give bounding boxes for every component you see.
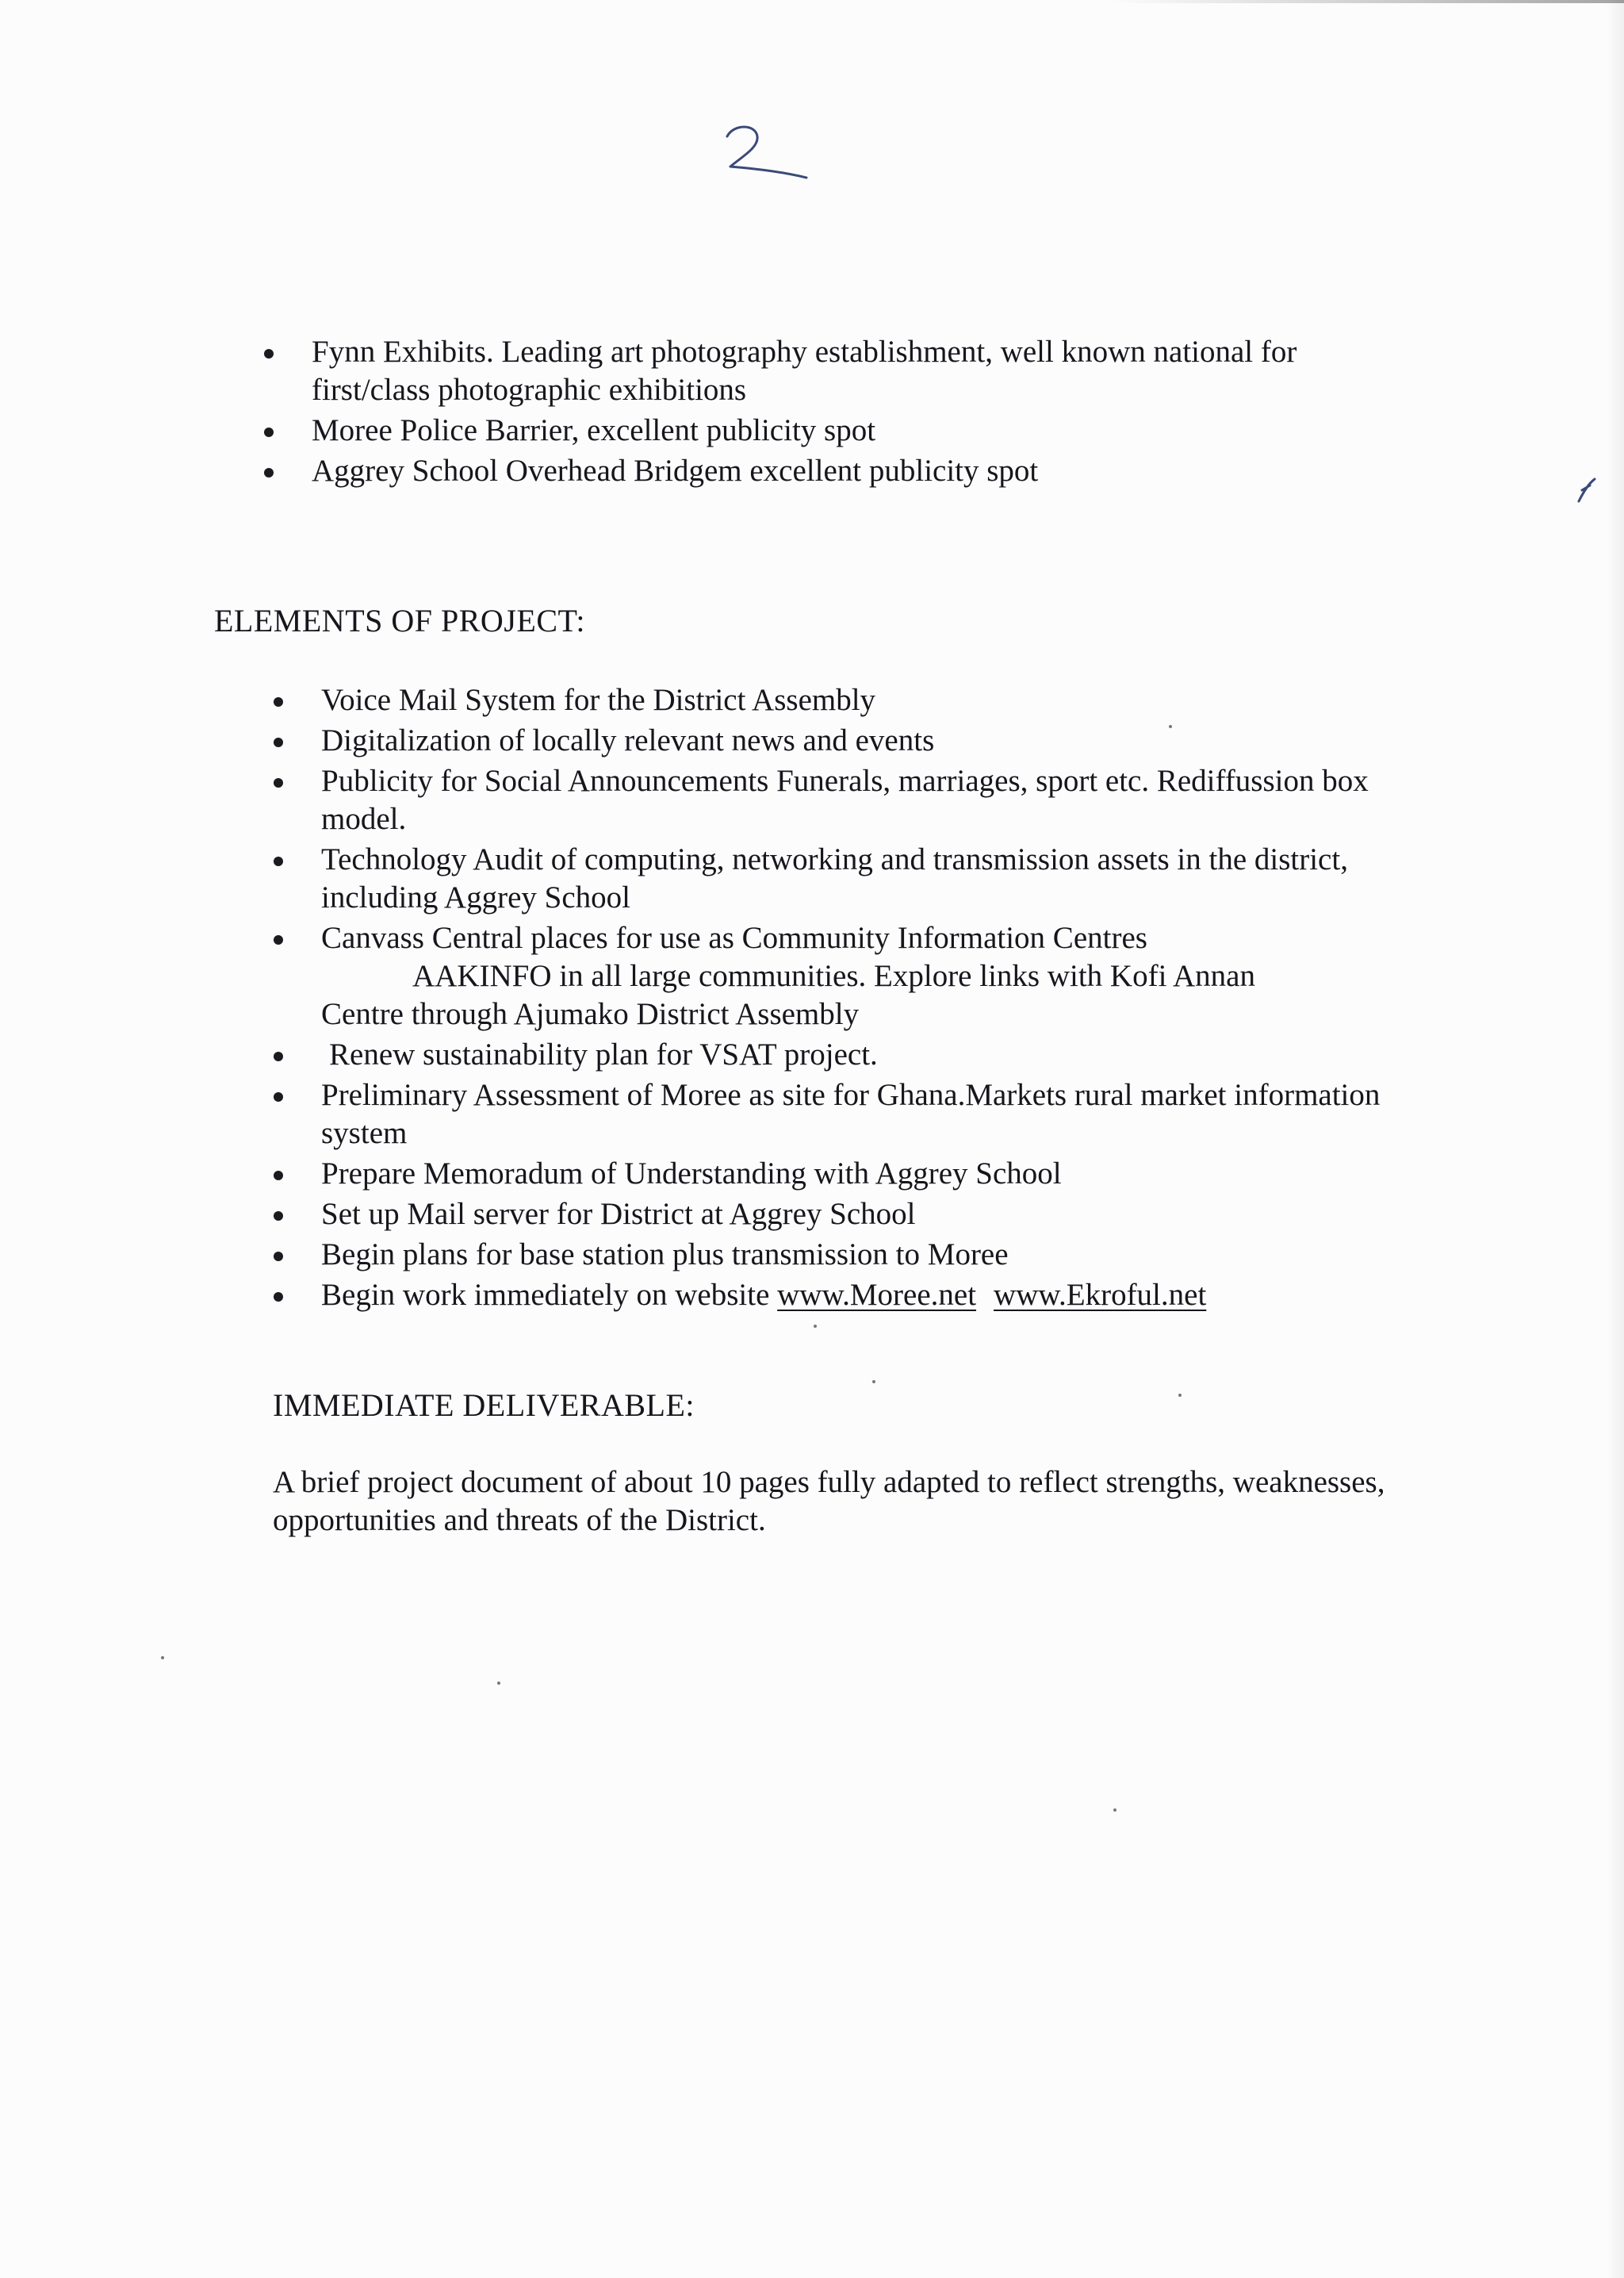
list-item: [321, 1276, 1431, 1314]
venues-list: [312, 333, 1422, 493]
list-item: [312, 412, 1422, 450]
scan-speck: [497, 1682, 500, 1685]
bullet-icon: [274, 1171, 283, 1180]
list-item-text: Begin plans for base station plus transmission to Moree: [321, 1237, 1009, 1271]
bullet-icon: [274, 1052, 283, 1061]
list-item-text: Renew sustainability plan for VSAT project.: [329, 1037, 878, 1072]
bullet-icon: [274, 1252, 283, 1261]
list-item-text: Preliminary Assessment of Moree as site for Ghana.Markets rural market information system: [321, 1078, 1381, 1150]
list-item-text: Moree Police Barrier, excellent publicity spot: [312, 413, 876, 447]
list-item-text: Technology Audit of computing, networking and transmission assets in the district, including Aggrey School: [321, 842, 1348, 915]
bullet-icon: [274, 778, 283, 788]
list-item: [321, 841, 1431, 917]
deliverable-heading: IMMEDIATE DELIVERABLE:: [273, 1387, 695, 1423]
list-item-text: Fynn Exhibits. Leading art photography establishment, well known national for first/class photographic exhibitions: [312, 335, 1297, 407]
list-item: [321, 722, 1431, 760]
list-item-text: Digitalization of locally relevant news and events: [321, 723, 935, 757]
list-item-text: Publicity for Social Announcements Funerals, marriages, sport etc. Rediffussion box model.: [321, 764, 1369, 836]
bullet-icon: [264, 428, 274, 437]
list-item: [321, 919, 1431, 1034]
bullet-icon: [274, 935, 283, 945]
elements-heading: ELEMENTS OF PROJECT:: [214, 603, 586, 639]
list-item: [321, 762, 1431, 838]
list-item: [321, 1155, 1431, 1193]
list-item: [321, 681, 1431, 719]
website-link-ekroful[interactable]: www.Ekroful.net: [994, 1278, 1207, 1312]
scan-speck: [1113, 1808, 1116, 1812]
list-item-text: Aggrey School Overhead Bridgem excellent publicity spot: [312, 454, 1039, 488]
list-item-text-line: AAKINFO in all large communities. Explore links with Kofi Annan: [412, 959, 1255, 993]
list-item: [312, 333, 1422, 409]
list-item: [321, 1036, 1431, 1074]
page-edge-shadow: [1607, 0, 1624, 2278]
scan-speck: [161, 1656, 164, 1659]
deliverable-paragraph: A brief project document of about 10 pages fully adapted to reflect strengths, weaknesses, opportunities and threats of the District.: [273, 1465, 1385, 1537]
page-top-edge: [1110, 0, 1624, 3]
list-item: [312, 452, 1422, 490]
bullet-icon: [264, 468, 274, 477]
website-link-moree[interactable]: www.Moree.net: [777, 1278, 977, 1312]
scan-speck: [814, 1325, 817, 1328]
list-item: [321, 1076, 1431, 1152]
bullet-icon: [264, 349, 274, 359]
bullet-icon: [274, 738, 283, 747]
elements-list: [321, 681, 1431, 1317]
list-item-text: Set up Mail server for District at Aggrey School: [321, 1197, 916, 1231]
list-item-text: Begin work immediately on website: [321, 1278, 770, 1312]
pen-mark: [1574, 474, 1598, 506]
list-item-text: Voice Mail System for the District Assembly: [321, 683, 876, 717]
bullet-icon: [274, 1211, 283, 1221]
bullet-icon: [274, 1092, 283, 1102]
list-item: [321, 1195, 1431, 1233]
bullet-icon: [274, 857, 283, 866]
list-item-text-line: Canvass Central places for use as Community Information Centres: [321, 921, 1147, 955]
list-item-text: Prepare Memoradum of Understanding with Aggrey School: [321, 1156, 1062, 1191]
scan-speck: [872, 1380, 875, 1383]
list-item-text-line: Centre through Ajumako District Assembly: [321, 997, 860, 1031]
handwritten-page-number: [718, 119, 813, 190]
bullet-icon: [274, 1292, 283, 1302]
scan-speck: [1178, 1394, 1182, 1397]
bullet-icon: [274, 697, 283, 707]
list-item: [321, 1236, 1431, 1274]
